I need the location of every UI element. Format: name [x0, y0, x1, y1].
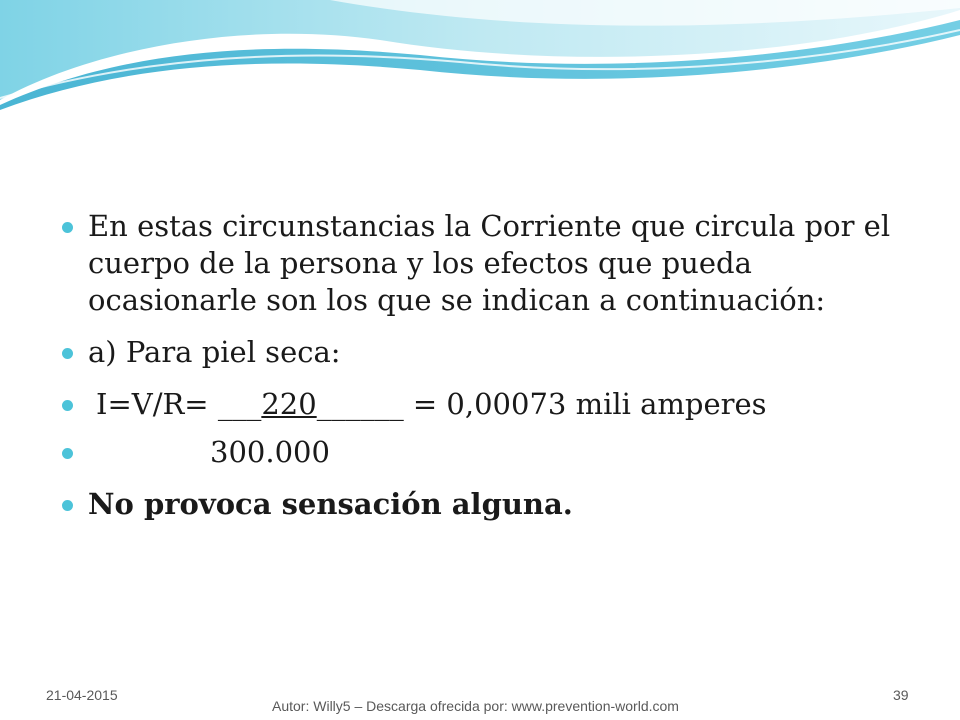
page-number: 39 — [893, 687, 909, 703]
bullet-intro — [60, 208, 920, 319]
footer-author: Autor: Willy5 – Descarga ofrecida por: www.prevention-world.com — [272, 698, 679, 714]
bullet-icon — [62, 400, 73, 411]
bullet-conclusion — [60, 486, 920, 523]
formula-denominator: 300.000 — [210, 435, 330, 469]
formula-prefix: I=V/R= ___ — [96, 387, 262, 421]
header-wave-decoration — [0, 0, 960, 120]
bullet-formula — [60, 386, 920, 423]
conclusion-text: No provoca sensación alguna. — [88, 487, 573, 521]
formula-suffix: ______ = 0,00073 mili amperes — [316, 387, 767, 421]
bullet-icon — [62, 448, 73, 459]
bullet-dry-skin-text: a) Para piel seca: — [88, 335, 341, 369]
bullet-icon — [62, 348, 73, 359]
bullet-intro-text: En estas circunstancias la Corriente que circula por el cuerpo de la persona y los efectos que pueda ocasionarle son los que se indican a continuación: — [88, 209, 891, 317]
bullet-icon — [62, 500, 73, 511]
bullet-dry-skin — [60, 334, 920, 371]
bullet-denominator — [60, 434, 920, 471]
bullet-icon — [62, 222, 73, 233]
formula-numerator: 220 — [261, 387, 317, 421]
slide-content — [60, 208, 920, 538]
footer-date: 21-04-2015 — [46, 687, 118, 703]
